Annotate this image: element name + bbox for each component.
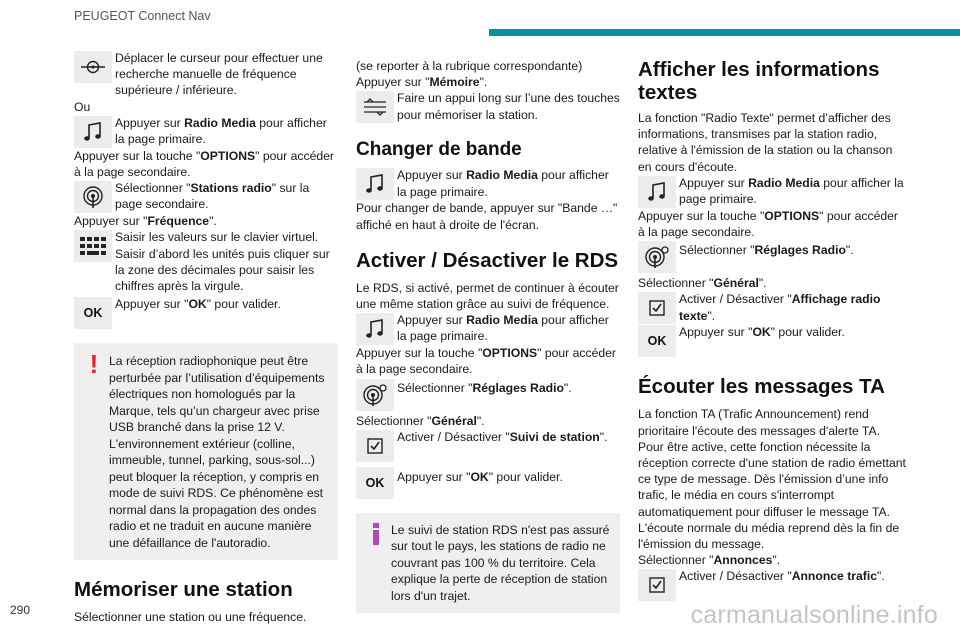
toggle-checkbox-icon [638,569,676,601]
music-note-icon [638,176,676,208]
memoire-label: Mémoire [429,75,480,90]
radio-text-desc: La fonction "Radio Texte" permet d’afficher des informations, transmises par la station radio, relative à l'émission de la station ou la chanson en cours d'écoute. [638,111,893,174]
info-text: Le suivi de station RDS n'est pas assuré sur tout le pays, les stations de radio ne couvrant pas 100 % du territoire. Cela explique la perte de réception de station lors d'un trajet. [391,522,610,603]
music-note-icon [74,116,112,148]
step-text-reglages: Sélectionner "Réglages Radio". [638,240,906,273]
step-rds-reglages: Sélectionner "Réglages Radio". [356,378,620,411]
warning-note [74,343,338,560]
radio-waves-icon [74,181,112,213]
heading-radio-text: Afficher les informations textes [638,58,880,104]
toggle-checkbox-icon [356,430,394,462]
music-note-icon [356,313,394,345]
step-or: Ou [74,99,91,114]
column-middle [356,50,620,613]
step-text-options: Appuyer sur la touche "OPTIONS" pour accéder à la page secondaire. [638,208,898,240]
step-text-general: Sélectionner "Général". [638,276,767,291]
step-affichage: Activer / Désactiver "Affichage radio texte". [638,291,906,324]
heading-ta: Écouter les messages TA [638,375,885,399]
step-band-radio-media: Appuyer sur Radio Media pour afficher la page primaire. [356,167,620,200]
ok-icon: OK [74,297,112,329]
column-left [74,50,338,625]
see-rubric-text: (se reporter à la rubrique correspondante) [356,59,583,73]
step-memoire: Appuyer sur "Mémoire". [356,75,488,90]
step-rds-radio-media: Appuyer sur Radio Media pour afficher la page primaire. [356,312,620,345]
running-header: PEUGEOT Connect Nav [74,9,211,23]
warning-text: La réception radiophonique peut être perturbée par l’utilisation d’équipements électriques non homologués par la Marque, tels qu’un chargeur avec prise USB branché dans la prise 12 V. L'environnement extérieur (colline, immeuble, tunnel, parking, sous-sol...) peut bloquer la réception, y compris en mode de suivi RDS. Ce phénomène est normal dans la propagation des ondes radio et ne traduit en aucune manière une défaillance de l'autoradio. [109,354,325,550]
heading-rds: Activer / Désactiver le RDS [356,248,619,272]
options-label: OPTIONS [200,148,256,163]
step-stations-radio: Sélectionner "Stations radio" sur la page secondaire. [74,180,338,213]
step-rds-options: Appuyer sur la touche "OPTIONS" pour accéder à la page secondaire. [356,346,616,377]
column-right [638,50,906,601]
page-number: 290 [10,603,31,617]
radio-media-label: Radio Media [184,115,256,130]
band-text: Pour changer de bande, appuyer sur "Bande …" affiché en haut à droite de l'écran. [356,201,618,232]
radio-settings-icon [638,241,676,273]
step-suivi: Activer / Désactiver "Suivi de station". [356,429,620,462]
step-annonce-trafic: Activer / Désactiver "Annonce trafic". [638,568,906,601]
step-ok: OK Appuyer sur "OK" pour valider. [74,296,338,329]
step-annonces: Sélectionner "Annonces". [638,553,781,568]
tuning-cursor-icon [74,51,112,83]
step-keyboard-text: Saisir les valeurs sur le clavier virtuel. Saisir d’abord les unités puis cliquer sur la zone des décimales pour saisir les chiffres après la virgule. [115,230,330,294]
music-note-icon [356,168,394,200]
stations-radio-label: Stations radio [190,181,272,196]
ta-text: La fonction TA (Trafic Announcement) rend prioritaire l'écoute des messages d'alerte TA. Pour être active, cette fonction nécessite la réception correcte d'une station de radio émettant ce type de message. Dès l'émission d’une info trafic, le média en cours s'interrompt automatiquement pour diffuser le message TA. L'écoute normale du média reprend dès la fin de l'émission du message. [638,407,906,552]
header-accent-bar [489,29,960,36]
info-icon [368,523,384,545]
step-keyboard [74,229,338,294]
heading-memoriser: Mémoriser une station [74,578,293,602]
step-radio-media: Appuyer sur Radio Media pour afficher la page primaire. [74,115,338,148]
radio-settings-icon [356,379,394,411]
rds-text: Le RDS, si activé, permet de continuer à écouter une même station grâce au suivi de fréquence. [356,280,619,312]
frequence-label: Fréquence [147,214,210,229]
step-text-radio-media: Appuyer sur Radio Media pour afficher la page primaire. [638,175,906,208]
info-note [356,513,620,614]
step-long-press [356,90,620,123]
step-text-ok: OK Appuyer sur "OK" pour valider. [638,324,906,357]
step-cursor-text: Déplacer le curseur pour effectuer une recherche manuelle de fréquence supérieure / inférieure. [115,51,323,98]
warning-exclamation-icon: ! [89,349,99,380]
long-press-text: Faire un appui long sur l’une des touches pour mémoriser la station. [397,91,620,122]
step-rds-general: Sélectionner "Général". [356,413,485,428]
step-frequence: Appuyer sur "Fréquence". [74,214,217,229]
keyboard-icon [74,230,112,262]
watermark: carmanualsonline.info [690,601,938,629]
memo-text: Sélectionner une station ou une fréquence. [74,610,307,625]
step-options: Appuyer sur la touche "OPTIONS" pour accéder à la page secondaire. [74,148,334,180]
ok-icon: OK [356,467,394,499]
step-cursor [74,50,338,99]
toggle-checkbox-icon [638,292,676,324]
heading-band: Changer de bande [356,139,522,161]
step-rds-ok: OK Appuyer sur "OK" pour valider. [356,466,620,499]
preset-memory-icon [356,91,394,123]
ok-icon: OK [638,325,676,357]
